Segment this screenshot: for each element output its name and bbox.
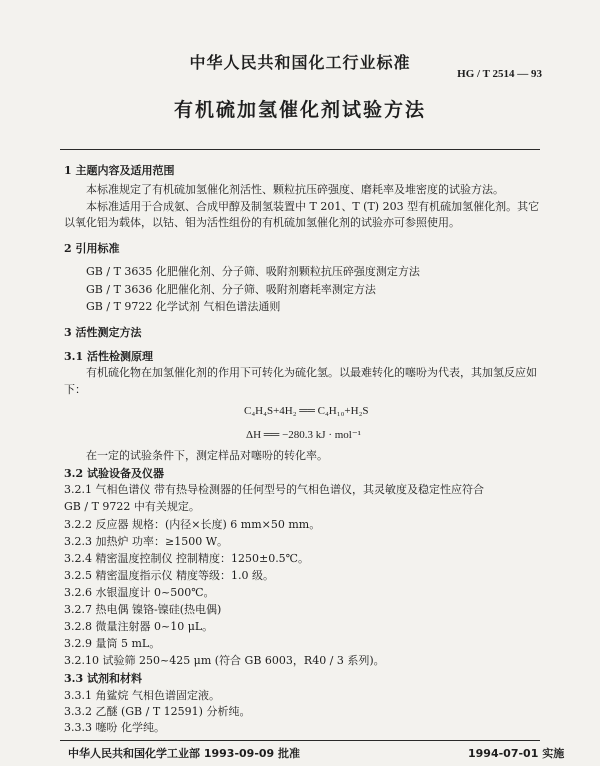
reference-3: GB / T 9722 化学试剂 气相色谱法通则 — [86, 300, 281, 313]
section-3-heading: 3 活性测定方法 — [64, 326, 142, 339]
item-3-2-9: 3.2.9 量筒 5 mL。 — [64, 637, 161, 650]
implementation-date: 1994-07-01 实施 — [468, 747, 565, 760]
section-2-heading: 2 引用标准 — [64, 242, 120, 255]
standard-code: HG / T 2514 — 93 — [457, 68, 542, 80]
reaction-enthalpy: ΔH ══ −280.3 kJ · mol⁻¹ — [246, 429, 361, 441]
item-3-3-1: 3.3.1 角鲨烷 气相色谱固定液。 — [64, 689, 220, 702]
item-3-2-1-line-1: 3.2.1 气相色谱仪 带有热导检测器的任何型号的气相色谱仪，其灵敏度及稳定性应符合 — [64, 483, 484, 496]
bottom-divider — [60, 740, 540, 741]
item-3-2-10: 3.2.10 试验筛 250~425 μm (符合 GB 6003，R40 / 3 系列)。 — [64, 654, 385, 667]
reaction-equation: C₄H₄S+4H₂ ══ C₄H₁₀+H₂S — [244, 405, 369, 417]
item-3-2-1-line-2: GB / T 9722 中有关规定。 — [64, 500, 200, 513]
section-3-1-heading: 3.1 活性检测原理 — [64, 350, 153, 363]
item-3-2-5: 3.2.5 精密温度指示仪 精度等级：1.0 级。 — [64, 569, 274, 582]
item-3-3-2: 3.3.2 乙醚 (GB / T 12591) 分析纯。 — [64, 705, 251, 718]
section-1-paragraph-2-line-1: 本标准适用于合成氨、合成甲醇及制氢装置中 T 201、T (T) 203 型有机硫加氢催化剂。其它 — [86, 200, 540, 213]
standard-organization: 中华人民共和国化工行业标准 — [189, 53, 411, 72]
section-1-paragraph-2-line-2: 以氧化铝为载体，以钴、钼为活性组份的有机硫加氢催化剂的试验亦可参照使用。 — [64, 216, 460, 229]
item-3-2-4: 3.2.4 精密温度控制仪 控制精度：1250±0.5℃。 — [64, 552, 309, 565]
section-3-1-line-1: 有机硫化物在加氢催化剂的作用下可转化为硫化氢。以最难转化的噻吩为代表，其加氢反应如 — [86, 366, 537, 379]
section-3-1-line-2: 下： — [64, 383, 86, 396]
top-divider — [60, 149, 540, 150]
reference-1: GB / T 3635 化肥催化剂、分子筛、吸附剂颗粒抗压碎强度测定方法 — [86, 265, 420, 278]
section-3-2-heading: 3.2 试验设备及仪器 — [64, 467, 164, 480]
section-3-3-heading: 3.3 试剂和材料 — [64, 672, 142, 685]
item-3-2-2: 3.2.2 反应器 规格：(内径×长度) 6 mm×50 mm。 — [64, 518, 321, 531]
section-1-heading: 1 主题内容及适用范围 — [64, 164, 175, 177]
item-3-3-3: 3.3.3 噻吩 化学纯。 — [64, 721, 165, 734]
reference-2: GB / T 3636 化肥催化剂、分子筛、吸附剂磨耗率测定方法 — [86, 283, 376, 296]
section-1-paragraph-1: 本标准规定了有机硫加氢催化剂活性、颗粒抗压碎强度、磨耗率及堆密度的试验方法。 — [86, 183, 504, 196]
item-3-2-7: 3.2.7 热电偶 镍铬-镍硅(热电偶) — [64, 603, 222, 616]
item-3-2-8: 3.2.8 微量注射器 0~10 μL。 — [64, 620, 214, 633]
approval-line: 中华人民共和国化学工业部 1993-09-09 批准 — [68, 747, 301, 760]
section-3-1-line-3: 在一定的试验条件下，测定样品对噻吩的转化率。 — [86, 449, 328, 462]
document-title: 有机硫加氢催化剂试验方法 — [173, 99, 426, 121]
item-3-2-3: 3.2.3 加热炉 功率：≥1500 W。 — [64, 535, 228, 548]
item-3-2-6: 3.2.6 水银温度计 0~500℃。 — [64, 586, 215, 599]
